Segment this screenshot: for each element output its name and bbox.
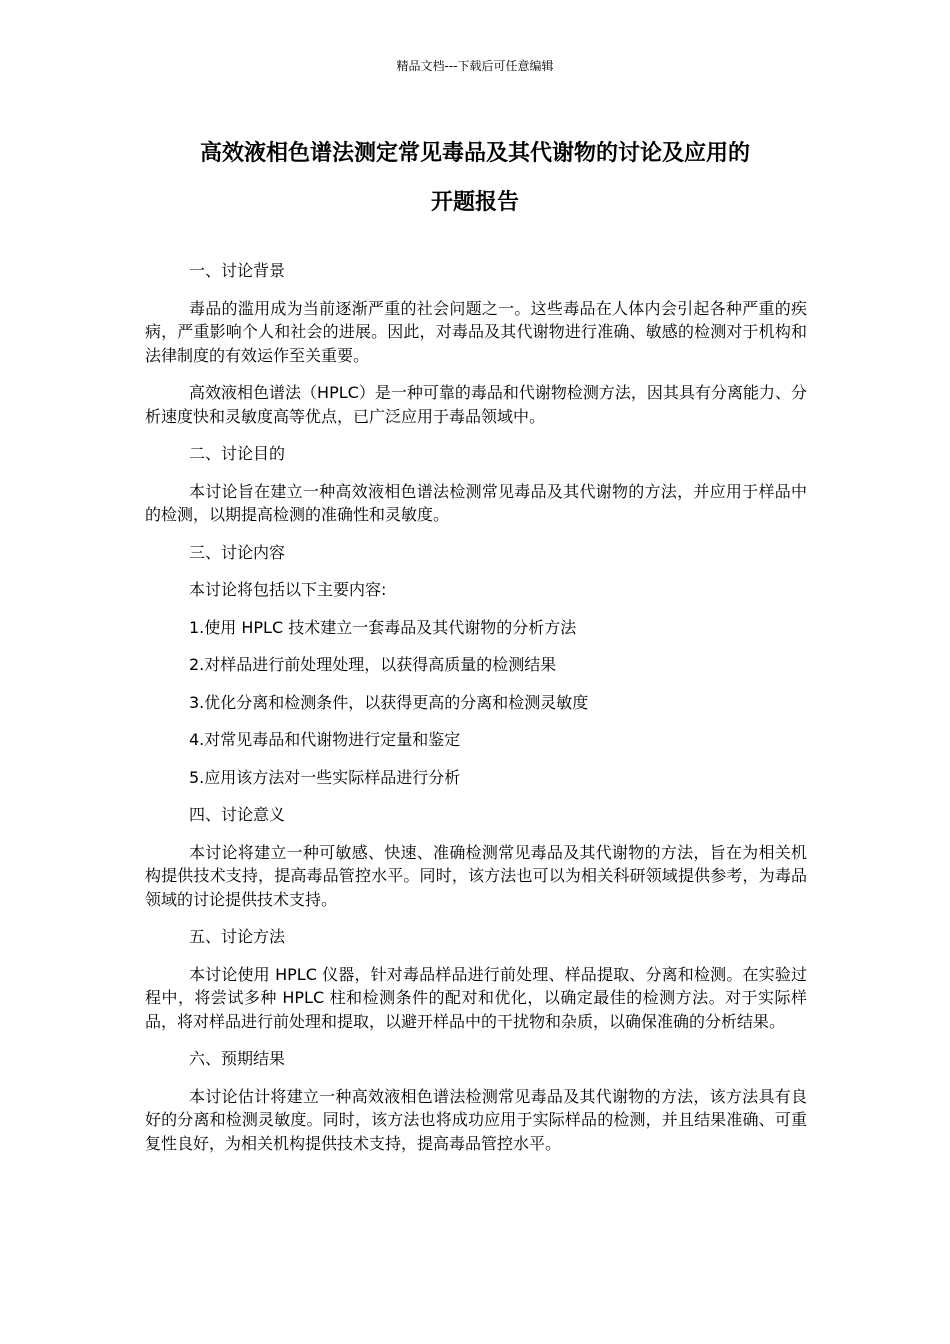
paragraph-purpose: 本讨论旨在建立一种高效液相色谱法检测常见毒品及其代谢物的方法，并应用于样品中的检测，以期提高检测的准确性和灵敏度。 <box>145 481 807 524</box>
list-item-content-2: 2.对样品进行前处理处理，以获得高质量的检测结果 <box>189 655 557 674</box>
section-heading-content: 三、讨论内容 <box>189 542 286 562</box>
paragraph-content-intro: 本讨论将包括以下主要内容: <box>189 580 387 599</box>
section-heading-background: 一、讨论背景 <box>189 261 286 280</box>
document-body <box>145 259 807 1169</box>
section-heading-expected-results: 六、预期结果 <box>189 1049 286 1068</box>
header-note: 精品文档---下载后可任意编辑 <box>396 59 554 73</box>
section-heading-method: 五、讨论方法 <box>189 927 286 946</box>
paragraph-background-2: 高效液相色谱法（HPLC）是一种可靠的毒品和代谢物检测方法，因其具有分离能力、分析速度快和灵敏度高等优点，已广泛应用于毒品领域中。 <box>145 383 807 426</box>
list-item-content-5: 5.应用该方法对一些实际样品进行分析 <box>189 767 461 787</box>
list-item-content-1: 1.使用 HPLC 技术建立一套毒品及其代谢物的分析方法 <box>189 617 577 637</box>
document-title-line-1: 高效液相色谱法测定常见毒品及其代谢物的讨论及应用的 <box>199 141 750 166</box>
paragraph-background-1: 毒品的滥用成为当前逐渐严重的社会问题之一。这些毒品在人体内会引起各种严重的疾病，严重影响个人和社会的进展。因此，对毒品及其代谢物进行准确、敏感的检测对于机构和法律制度的有效运作至关重要。 <box>145 298 807 365</box>
list-item-content-4: 4.对常见毒品和代谢物进行定量和鉴定 <box>189 730 461 749</box>
paragraph-method: 本讨论使用 HPLC 仪器，针对毒品样品进行前处理、样品提取、分离和检测。在实验过程中，将尝试多种 HPLC 柱和检测条件的配对和优化，以确定最佳的检测方法。对于实际样品，将对样品进行前处理和提取，以避开样品中的干扰物和杂质，以确保准确的分析结果。 <box>145 964 807 1031</box>
section-heading-significance: 四、讨论意义 <box>189 805 286 824</box>
section-heading-purpose: 二、讨论目的 <box>189 444 286 463</box>
document-title-line-2: 开题报告 <box>430 190 519 215</box>
paragraph-expected-results: 本讨论估计将建立一种高效液相色谱法检测常见毒品及其代谢物的方法，该方法具有良好的分离和检测灵敏度。同时，该方法也将成功应用于实际样品的检测，并且结果准确、可重复性良好，为相关机构提供技术支持，提高毒品管控水平。 <box>145 1086 807 1153</box>
paragraph-significance: 本讨论将建立一种可敏感、快速、准确检测常见毒品及其代谢物的方法，旨在为相关机构提供技术支持，提高毒品管控水平。同时，该方法也可以为相关科研领域提供参考，为毒品领域的讨论提供技术支持。 <box>145 842 807 909</box>
list-item-content-3: 3.优化分离和检测条件，以获得更高的分离和检测灵敏度 <box>189 692 589 712</box>
